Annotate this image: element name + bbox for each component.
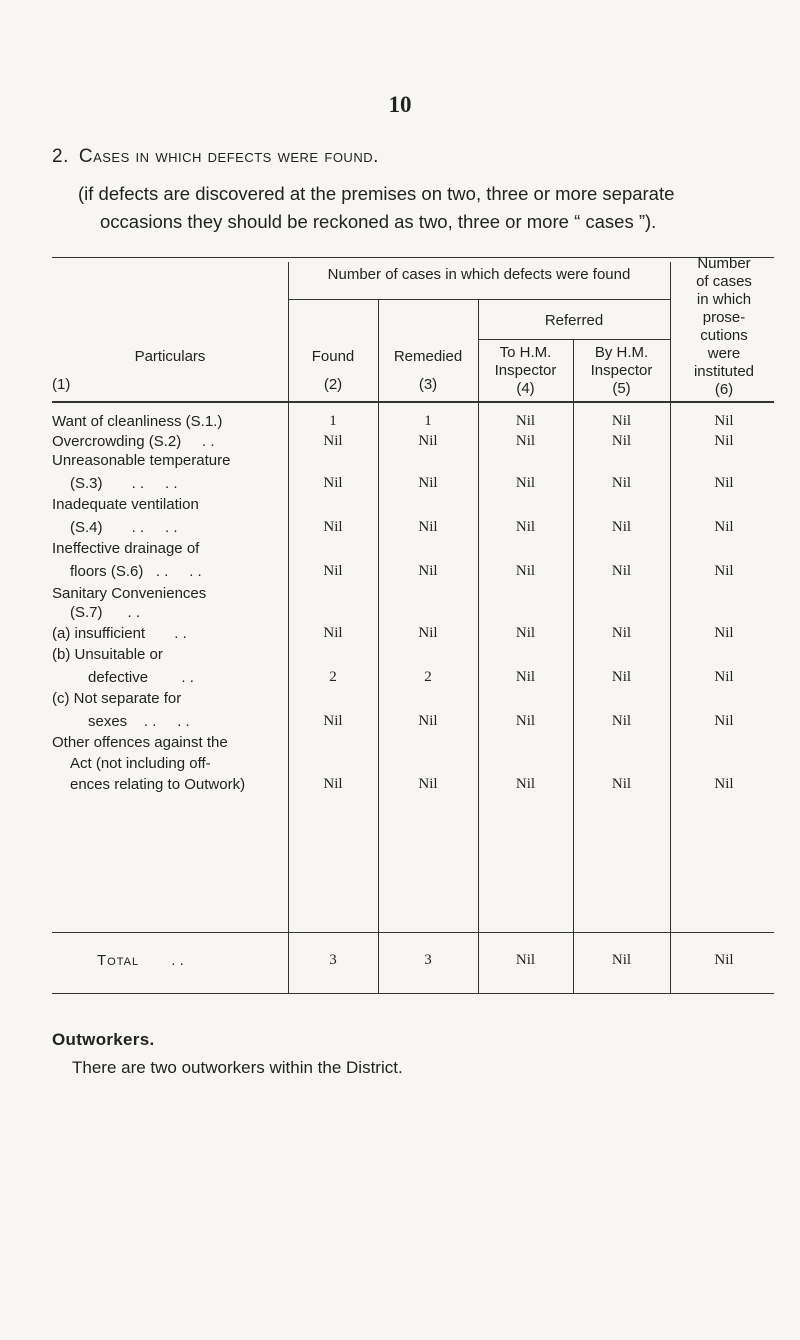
col-to-hm-num: (4)	[516, 380, 535, 397]
row-10-found: Nil	[323, 776, 343, 792]
row-10-label-1: Other offences against the	[52, 734, 228, 751]
total-label-wrap	[52, 951, 287, 970]
row-6-label-2: (S.7) . .	[70, 604, 141, 621]
row-4-particulars	[52, 495, 287, 537]
intro-line-2: occasions they should be reckoned as two, three or more “ cases ”).	[100, 211, 657, 232]
col-pros-l5: cutions	[700, 327, 748, 344]
section-number: 2.	[52, 146, 69, 167]
row-2-label: Overcrowding (S.2) . .	[52, 433, 215, 450]
row-2-found: Nil	[323, 433, 343, 449]
row-2-to-hm: Nil	[515, 433, 536, 449]
row-10-by-hm: Nil	[611, 776, 632, 792]
row-2-particulars	[52, 432, 287, 451]
row-1-remedied: 1	[424, 413, 432, 429]
row-1-found: 1	[329, 413, 337, 429]
col-pros-l6: were	[707, 345, 741, 362]
row-9-particulars	[52, 689, 287, 731]
row-4-to-hm: Nil	[515, 519, 536, 535]
total-top-rule	[52, 932, 774, 933]
row-8-to-hm: Nil	[515, 669, 536, 685]
row-3-pros: Nil	[714, 475, 734, 491]
col-to-hm-label1: To H.M.	[499, 344, 552, 361]
row-9-pros: Nil	[714, 713, 734, 729]
row-4-by-hm: Nil	[611, 519, 632, 535]
row-9-remedied: Nil	[418, 713, 438, 729]
row-7-by-hm: Nil	[611, 625, 632, 641]
row-7-remedied: Nil	[418, 625, 438, 641]
row-2-by-hm: Nil	[611, 433, 632, 449]
page-number: 10	[388, 92, 412, 117]
col-to-hm-label2: Inspector	[494, 362, 557, 379]
row-8-found: 2	[329, 669, 337, 685]
col-pros-num: (6)	[714, 381, 734, 398]
col-rule-5	[670, 262, 671, 993]
section-heading	[52, 146, 379, 168]
row-2-remedied: Nil	[418, 433, 438, 449]
row-10-pros: Nil	[714, 776, 734, 792]
outworkers-text: There are two outworkers within the District.	[72, 1058, 403, 1077]
row-2-pros: Nil	[714, 433, 734, 449]
col-pros-l1: Number	[697, 255, 751, 272]
row-9-by-hm: Nil	[611, 713, 632, 729]
row-7-to-hm: Nil	[515, 625, 536, 641]
row-1-label: Want of cleanliness (S.1.)	[52, 413, 223, 430]
row-1-to-hm: Nil	[515, 413, 536, 429]
row-9-found: Nil	[323, 713, 343, 729]
row-10-to-hm: Nil	[515, 776, 536, 792]
row-4-label-2: (S.4) . . . .	[70, 519, 178, 536]
row-4-remedied: Nil	[418, 519, 438, 535]
row-5-to-hm: Nil	[515, 563, 536, 579]
col-remedied-label: Remedied	[393, 348, 463, 365]
row-6-particulars	[52, 584, 287, 622]
col-pros-l3: in which	[696, 291, 752, 308]
header-bottom-rule	[52, 401, 774, 403]
col-pros-l2: of cases	[696, 273, 752, 290]
group-header-rule	[288, 299, 670, 300]
total-remedied: 3	[424, 952, 432, 968]
row-10-particulars	[52, 733, 287, 794]
row-8-by-hm: Nil	[611, 669, 632, 685]
col-particulars-label: Particulars	[134, 348, 206, 365]
row-4-label-1: Inadequate ventilation	[52, 496, 199, 513]
referred-header: Referred	[544, 312, 604, 329]
row-7-pros: Nil	[714, 625, 734, 641]
row-8-label-2: defective . .	[88, 669, 194, 686]
row-9-label-1: (c) Not separate for	[52, 690, 182, 707]
row-3-by-hm: Nil	[611, 475, 632, 491]
row-5-pros: Nil	[714, 563, 734, 579]
col-by-hm-label2: Inspector	[590, 362, 653, 379]
outworkers-title: Outworkers.	[52, 1030, 155, 1049]
row-5-label-1: Ineffective drainage of	[52, 540, 200, 557]
col-remedied-num: (3)	[418, 376, 438, 393]
col-rule-2	[378, 299, 379, 993]
section-title: Cases in which defects were found.	[78, 146, 379, 167]
total-pros: Nil	[714, 952, 734, 968]
row-5-label-2: floors (S.6) . . . .	[70, 563, 202, 580]
row-4-pros: Nil	[714, 519, 734, 535]
row-9-label-2: sexes . . . .	[88, 713, 190, 730]
row-10-remedied: Nil	[418, 776, 438, 792]
row-10-label-3: ences relating to Outwork)	[70, 776, 246, 793]
col-found-label: Found	[311, 348, 355, 365]
row-5-by-hm: Nil	[611, 563, 632, 579]
group-header: Number of cases in which defects were found	[327, 266, 631, 283]
row-1-pros: Nil	[714, 413, 734, 429]
row-8-label-1: (b) Unsuitable or	[52, 646, 163, 663]
row-3-remedied: Nil	[418, 475, 438, 491]
intro-paragraph	[78, 180, 778, 236]
total-found: 3	[329, 952, 337, 968]
row-1-particulars	[52, 412, 287, 431]
col-found-num: (2)	[323, 376, 343, 393]
referred-rule	[478, 339, 670, 340]
row-9-to-hm: Nil	[515, 713, 536, 729]
row-5-found: Nil	[323, 563, 343, 579]
row-3-label-2: (S.3) . . . .	[70, 475, 178, 492]
total-by-hm: Nil	[611, 952, 632, 968]
row-8-remedied: 2	[424, 669, 432, 685]
row-1-by-hm: Nil	[611, 413, 632, 429]
row-10-label-2: Act (not including off-	[70, 755, 211, 772]
row-4-found: Nil	[323, 519, 343, 535]
table-bottom-rule	[52, 993, 774, 994]
row-3-particulars	[52, 451, 287, 493]
row-7-particulars	[52, 624, 287, 643]
row-7-found: Nil	[323, 625, 343, 641]
total-dots: . .	[171, 952, 184, 969]
row-3-found: Nil	[323, 475, 343, 491]
row-7-label: (a) insufficient . .	[52, 625, 187, 642]
table-top-rule	[52, 257, 774, 258]
row-6-label-1: Sanitary Conveniences	[52, 585, 207, 602]
col-rule-3	[478, 299, 479, 993]
row-8-pros: Nil	[714, 669, 734, 685]
col-pros-l7: instituted	[693, 363, 755, 380]
total-to-hm: Nil	[515, 952, 536, 968]
row-5-remedied: Nil	[418, 563, 438, 579]
intro-line-1: (if defects are discovered at the premises on two, three or more separate	[78, 183, 675, 204]
row-8-particulars	[52, 645, 287, 687]
col-pros-l4: prose-	[702, 309, 746, 326]
col-by-hm-label1: By H.M.	[594, 344, 649, 361]
col-particulars-num: (1)	[52, 376, 71, 393]
total-label: Total	[97, 952, 140, 969]
row-3-to-hm: Nil	[515, 475, 536, 491]
row-3-label-1: Unreasonable temperature	[52, 452, 231, 469]
col-by-hm-num: (5)	[612, 380, 631, 397]
row-5-particulars	[52, 539, 287, 581]
